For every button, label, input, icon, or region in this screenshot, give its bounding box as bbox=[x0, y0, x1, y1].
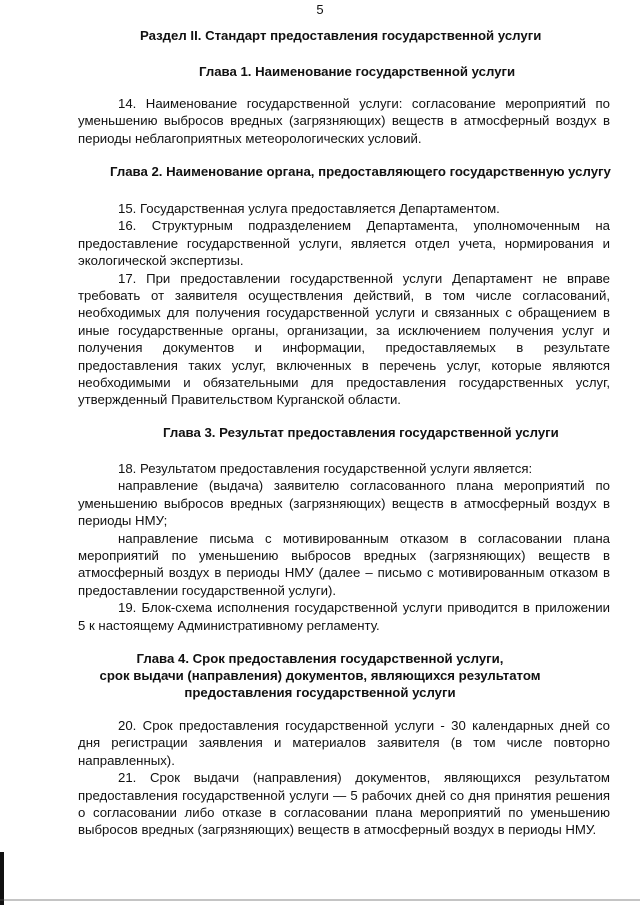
chapter-4-title-line-2: срок выдачи (направления) документов, являющихся результатом bbox=[99, 668, 541, 683]
chapter-1-body bbox=[78, 95, 610, 147]
chapter-4-body bbox=[78, 717, 610, 839]
paragraph-21: 21. Срок выдачи (направления) документов, являющихся результатом предоставления государственной услуги — 5 рабочих дней со дня принятия решения о согласовании либо отказе в согласовании плана мероприятий по уменьшению выбросов вредных (загрязняющих) веществ в атмосферный воздух в периоды НМУ. bbox=[78, 770, 610, 838]
paragraph-17: 17. При предоставлении государственной услуги Департамент не вправе требовать от заявителя осуществления действий, в том числе согласований, необходимых для получения государственной услуги и связанных с обращением в иные государственные органы, организации, за исключением получения услуг и получения документов и информации, предоставляемых в результате предоставления таких услуг, включенных в перечень услуг, которые являются необходимыми и обязательными для предоставления государственных услуг, утвержденный Правительством Курганской области. bbox=[78, 270, 610, 408]
chapter-1-title: Глава 1. Наименование государственной услуги bbox=[199, 64, 516, 79]
paragraph-18-item-1: направление (выдача) заявителю согласованного плана мероприятий по уменьшению выбросов вредных (загрязняющих) веществ в атмосферный воздух в периоды НМУ; bbox=[78, 478, 610, 529]
paragraph-18-item-2: направление письма с мотивированным отказом в согласовании плана мероприятий по уменьшению выбросов вредных (загрязняющих) веществ в атмосферный воздух в периоды НМУ (далее – письмо с мотивированным отказом в предоставлении государственной услуги). bbox=[78, 530, 610, 598]
paragraph-16: 16. Структурным подразделением Департамента, уполномоченным на предоставление государственной услуги, является отдел учета, нормирования и экологической экспертизы. bbox=[78, 218, 610, 269]
chapter-2-body bbox=[78, 200, 610, 409]
paragraph-20: 20. Срок предоставления государственной услуги - 30 календарных дней со дня регистрации заявления и материалов заявителя (в том числе повторно направленных). bbox=[78, 718, 610, 768]
paragraph-15: 15. Государственная услуга предоставляется Департаментом. bbox=[118, 201, 500, 216]
scan-bottom-shadow bbox=[0, 899, 640, 901]
chapter-2-title: Глава 2. Наименование органа, предоставляющего государственную услугу bbox=[110, 164, 611, 179]
paragraph-19: 19. Блок-схема исполнения государственной услуги приводится в приложении 5 к настоящему Административному регламенту. bbox=[78, 600, 610, 633]
chapter-3-title: Глава 3. Результат предоставления государственной услуги bbox=[163, 425, 559, 440]
chapter-3-body bbox=[78, 460, 610, 634]
chapter-4-title-line-3: предоставления государственной услуги bbox=[184, 685, 456, 700]
paragraph-18: 18. Результатом предоставления государственной услуги является: bbox=[118, 461, 533, 476]
paragraph-14: 14. Наименование государственной услуги: согласование мероприятий по уменьшению выбросов вредных (загрязняющих) веществ в атмосферный воздух в периоды неблагоприятных метеорологических условий. bbox=[78, 96, 610, 146]
chapter-4-title-line-1: Глава 4. Срок предоставления государственной услуги, bbox=[136, 651, 504, 666]
section-title: Раздел II. Стандарт предоставления государственной услуги bbox=[140, 28, 542, 43]
scan-edge-mark bbox=[0, 852, 4, 905]
page-number: 5 bbox=[316, 2, 324, 17]
